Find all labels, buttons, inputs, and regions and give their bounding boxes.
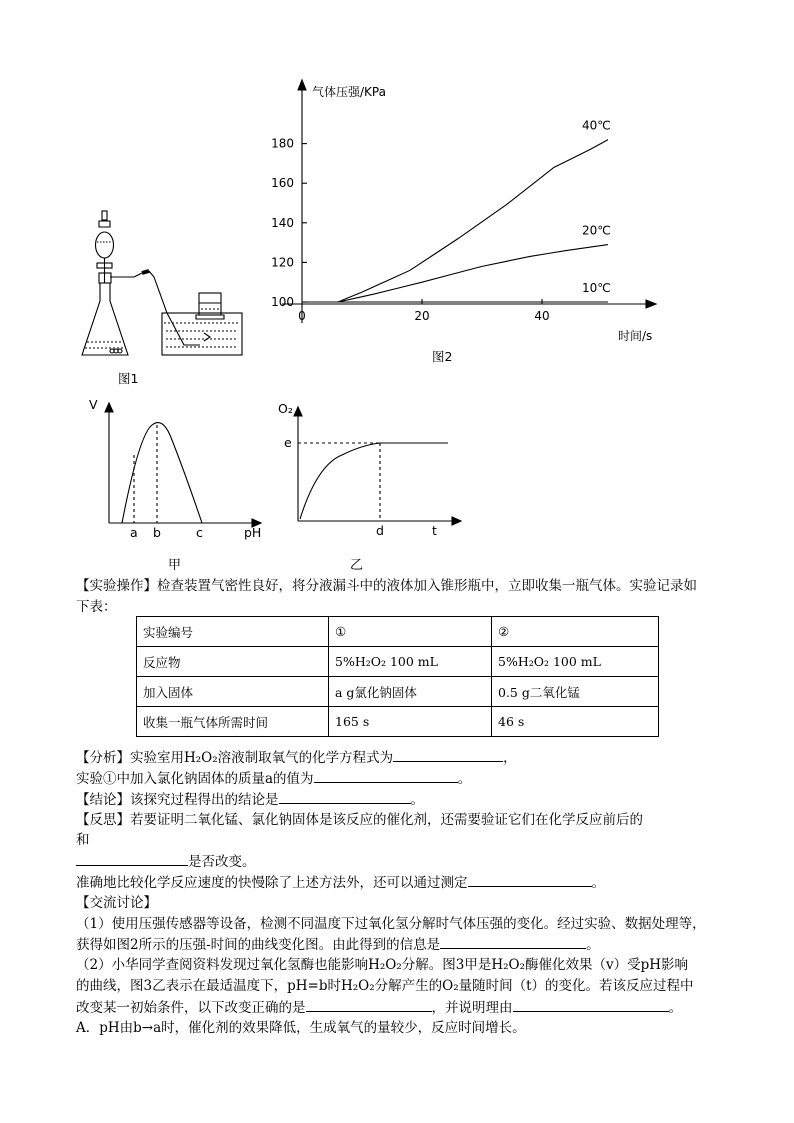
q1-text: 获得如图2所示的压强-时间的曲线变化图。由此得到的信息是 [76,937,441,953]
operation-text: 检查装置气密性良好，将分液漏斗中的液体加入锥形瓶中，立即收集一瓶气体。实验记录如 [157,578,697,594]
reflection-line4 [76,872,605,893]
y-tick-label: 160 [271,176,294,191]
series-line-20℃ [302,245,608,302]
y-tick-label: 180 [271,136,294,151]
answer-blank[interactable] [440,934,586,949]
table-cell: 5%H₂O₂ 100 mL [492,647,659,677]
answer-blank[interactable] [279,789,411,804]
apparatus-figure [72,205,262,365]
activity-curve [122,423,202,523]
discussion-q1-line2 [76,934,600,955]
jia-ylabel: V [89,397,98,412]
yi-xlabel: t [432,523,437,538]
table-cell: 0.5 g二氧化锰 [492,677,659,707]
tick-a: a [130,525,138,540]
table-header: ① [329,617,492,647]
tick-d: d [376,523,384,538]
table-row [137,707,659,737]
experiment-table [136,616,659,737]
y-tick-label: 100 [271,295,294,309]
q2-text-a: 改变某一初始条件，以下改变正确的是 [76,1000,306,1016]
tick-e: e [284,435,292,450]
operation-line1 [76,576,697,596]
table-cell: 46 s [492,707,659,737]
analysis-text1: 实验室用H₂O₂溶液制取氧气的化学方程式为 [130,750,394,766]
table-header: 实验编号 [137,617,329,647]
jia-caption: 甲 [168,558,182,573]
analysis-prefix: 【分析】 [76,750,130,766]
discussion-q2-line3 [76,997,682,1018]
answer-blank[interactable] [513,997,669,1012]
x-axis-arrow [646,300,656,308]
analysis-text2: 实验①中加入氯化钠固体的质量a的值为 [76,771,314,787]
jia-xlabel: pH [244,525,262,540]
table-cell: 5%H₂O₂ 100 mL [329,647,492,677]
series-line-40℃ [302,140,608,302]
reflection-end: 。 [591,875,605,891]
table-cell: 加入固体 [137,677,329,707]
analysis-line2 [76,768,471,789]
conical-flask [82,283,128,355]
answer-blank[interactable] [76,851,188,866]
answer-blank[interactable] [306,997,432,1012]
tick-c: c [196,525,203,540]
operation-prefix: 【实验操作】 [76,578,157,594]
conclusion-line [76,789,424,810]
table-cell: 165 s [329,707,492,737]
y-axis-label: 气体压强/KPa [312,85,386,99]
conclusion-end: 。 [410,792,424,808]
reflection-line3 [76,851,256,872]
operation-line2: 下表： [76,599,117,615]
analysis-line1 [76,747,517,768]
yi-ylabel: O₂ [278,401,293,416]
pressure-time-chart [260,78,670,368]
x-tick-label: 40 [534,309,550,323]
q2-text-b: ，并说明理由 [431,1000,513,1016]
enzyme-ph-chart [84,395,274,575]
reflection-text1: 若要证明二氧化锰、氯化钠固体是该反应的催化剂，还需要验证它们在化学反应前后的 [130,812,643,828]
funnel-stopper [102,211,107,220]
tick-b: b [153,525,161,540]
table-cell: a g氯化钠固体 [329,677,492,707]
reflection-text3: 是否改变。 [188,854,256,870]
reflection-text4: 准确地比较化学反应速度的快慢除了上述方法外，还可以通过测定 [76,875,468,891]
table-cell: 反应物 [137,647,329,677]
conclusion-text: 该探究过程得出的结论是 [130,792,279,808]
table-header: ② [492,617,659,647]
series-label: 20℃ [582,223,611,238]
y-tick-label: 120 [271,255,294,270]
q1-end: 。 [586,937,600,953]
series-label: 40℃ [582,118,611,133]
analysis-end: 。 [457,771,472,787]
series-label: 10℃ [582,281,611,295]
x-tick-label: 0 [298,309,306,323]
figure2-caption: 图2 [432,349,453,364]
x-axis-label: 时间/s [618,329,653,343]
oxygen-time-chart [272,395,472,575]
oxygen-curve [300,443,448,519]
discussion-q1-line1: （1）使用压强传感器等设备，检测不同温度下过氧化氢分解时气体压强的变化。经过实验、数据处理等， [76,916,706,932]
discussion-q2-line2: 的曲线，图3乙表示在最适温度下，pH=b时H₂O₂分解产生的O₂量随时间（t）的变化。若该反应过程中 [76,978,694,994]
discussion-q2-line1: （2）小华同学查阅资料发现过氧化氢酶也能影响H₂O₂分解。图3甲是H₂O₂酶催化效果（v）受pH影响 [76,957,689,973]
table-row [137,677,659,707]
q2-end: 。 [668,1000,682,1016]
answer-blank[interactable] [468,872,592,887]
table-header-row [137,617,659,647]
discussion-prefix: 【交流讨论】 [76,895,157,911]
figure1-caption-label: 图1 [118,371,139,386]
table-row [137,647,659,677]
conclusion-prefix: 【结论】 [76,792,130,808]
answer-blank[interactable] [314,768,458,783]
reflection-line2: 和 [76,832,90,848]
x-tick-label: 20 [414,309,430,323]
separatory-funnel [96,232,114,258]
table-cell: 收集一瓶气体所需时间 [137,707,329,737]
option-a: A．pH由b→a时，催化剂的效果降低，生成氧气的量较少，反应时间增长。 [76,1020,526,1036]
yi-caption: 乙 [350,558,364,573]
reflection-line1 [76,810,643,830]
y-tick-label: 140 [271,215,294,230]
reflection-prefix: 【反思】 [76,812,130,828]
gas-bottle [199,293,221,315]
answer-blank[interactable] [393,747,503,762]
y-axis-arrow [298,80,306,90]
analysis-comma: ， [503,750,517,766]
